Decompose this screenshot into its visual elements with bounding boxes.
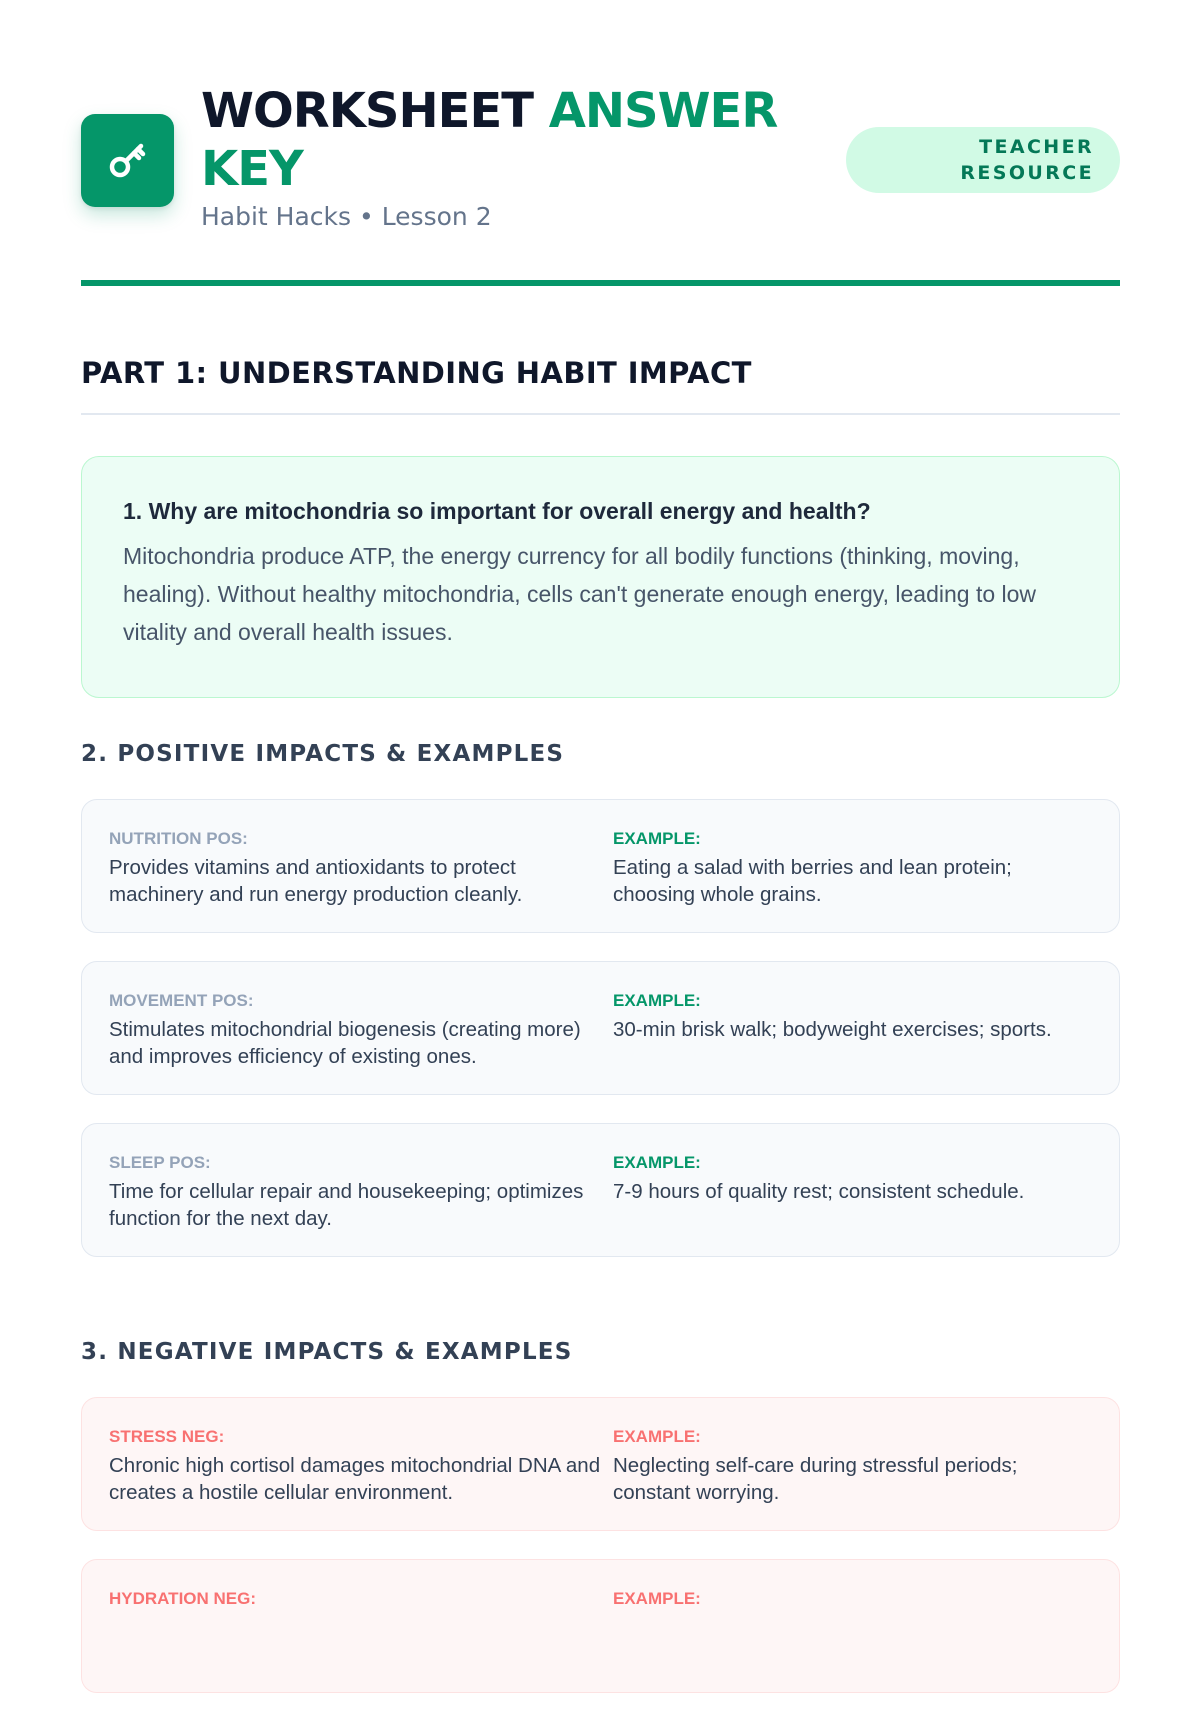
positive-impacts-list	[81, 799, 1120, 1285]
part-divider	[81, 413, 1120, 415]
negative-impacts-list	[81, 1397, 1120, 1721]
example-label: EXAMPLE:	[613, 829, 701, 848]
question-1-answer: Mitochondria produce ATP, the energy currency for all bodily functions (thinking, moving, healing). Without healthy mitochondria, cells can't generate enough energy, leading to low vitality and overall health issues.	[123, 543, 1037, 645]
impact-card-stress	[81, 1397, 1120, 1531]
title-main: WORKSHEET	[201, 83, 533, 139]
impact-description	[109, 1152, 613, 1256]
example-text: Neglecting self-care during stressful periods; constant worrying.	[613, 1454, 1018, 1504]
impact-description	[109, 1588, 613, 1692]
impact-text: Stimulates mitochondrial biogenesis (creating more) and improves efficiency of existing ones.	[109, 1018, 581, 1068]
impact-text: Chronic high cortisol damages mitochondrial DNA and creates a hostile cellular environment.	[109, 1454, 601, 1504]
impact-description	[109, 828, 613, 932]
impact-description	[109, 1426, 613, 1530]
question-1-card	[81, 456, 1120, 698]
page-title	[201, 82, 821, 198]
teacher-resource-badge: TEACHER RESOURCE	[846, 127, 1120, 193]
impact-example	[613, 1588, 1093, 1692]
worksheet-header	[81, 82, 1120, 242]
example-label: EXAMPLE:	[613, 991, 701, 1010]
example-label: EXAMPLE:	[613, 1427, 701, 1446]
impact-text: Provides vitamins and antioxidants to protect machinery and run energy production cleanly.	[109, 856, 523, 906]
impact-example	[613, 828, 1093, 932]
impact-description	[109, 990, 613, 1094]
key-icon	[81, 114, 174, 207]
negative-impacts-heading: 3. NEGATIVE IMPACTS & EXAMPLES	[81, 1339, 573, 1365]
impact-card-hydration	[81, 1559, 1120, 1693]
title-accent: ANSWER KEY	[201, 83, 778, 197]
impact-example	[613, 1152, 1093, 1256]
impact-card-sleep	[81, 1123, 1120, 1257]
impact-example	[613, 990, 1093, 1094]
positive-impacts-heading: 2. POSITIVE IMPACTS & EXAMPLES	[81, 741, 565, 767]
impact-card-movement	[81, 961, 1120, 1095]
impact-label: MOVEMENT POS:	[109, 991, 254, 1010]
example-label: EXAMPLE:	[613, 1153, 701, 1172]
example-text: Eating a salad with berries and lean protein; choosing whole grains.	[613, 856, 1012, 906]
page-subtitle: Habit Hacks • Lesson 2	[201, 202, 492, 231]
part-1-heading: PART 1: UNDERSTANDING HABIT IMPACT	[81, 356, 752, 390]
example-text: 7-9 hours of quality rest; consistent schedule.	[613, 1180, 1025, 1203]
example-text: 30-min brisk walk; bodyweight exercises; sports.	[613, 1018, 1052, 1041]
impact-card-nutrition	[81, 799, 1120, 933]
impact-label: SLEEP POS:	[109, 1153, 211, 1172]
question-1-text: 1. Why are mitochondria so important for overall energy and health?	[123, 498, 871, 524]
impact-label: STRESS NEG:	[109, 1427, 225, 1446]
impact-example	[613, 1426, 1093, 1530]
impact-label: NUTRITION POS:	[109, 829, 248, 848]
header-divider	[81, 280, 1120, 286]
example-label: EXAMPLE:	[613, 1589, 701, 1608]
impact-label: HYDRATION NEG:	[109, 1589, 257, 1608]
impact-text: Time for cellular repair and housekeeping; optimizes function for the next day.	[109, 1180, 584, 1230]
